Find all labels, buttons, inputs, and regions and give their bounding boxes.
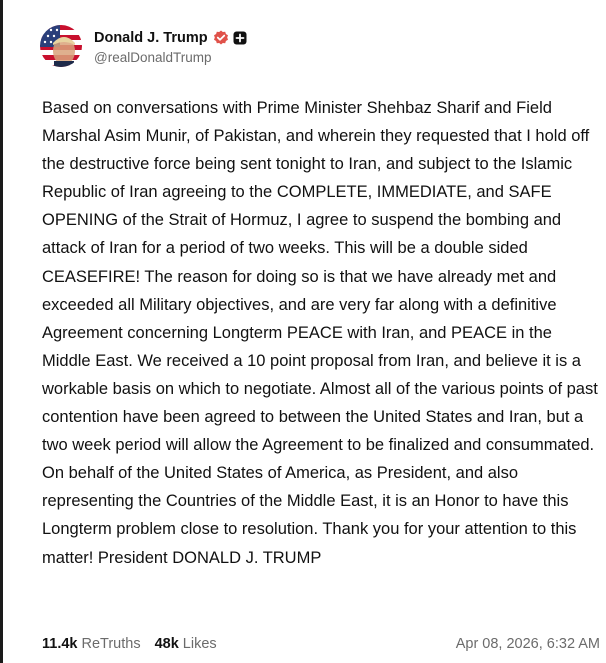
post-header <box>40 24 247 68</box>
avatar-flag-icon <box>40 25 82 67</box>
author-info <box>94 27 247 65</box>
handle[interactable]: @realDonaldTrump <box>94 50 212 65</box>
left-border <box>0 0 3 663</box>
post-stats <box>42 636 600 652</box>
retruths-count[interactable]: 11.4k <box>42 636 78 652</box>
avatar[interactable] <box>40 25 82 67</box>
likes-count[interactable]: 48k <box>154 636 179 652</box>
retruths-label[interactable]: ReTruths <box>81 636 141 652</box>
likes-label[interactable]: Likes <box>182 636 217 652</box>
verified-badge-icon <box>213 30 229 46</box>
post-text: Based on conversations with Prime Minister Shehbaz Sharif and Field Marshal Asim Munir, of Pakistan, and wherein they requested that I hold off the destructive force being sent tonight to Iran, and subject to the Islamic Republic of Iran agreeing to the COMPLETE, IMMEDIATE, and SAFE OPENING of the Strait of Hormuz, I agree to suspend the bombing and attack of Iran for a period of two weeks. This will be a double sided CEASEFIRE! The reason for doing so is that we have already met and exceeded all Military objectives, and are very far along with a definitive Agreement concerning Longterm PEACE with Iran, and PEACE in the Middle East. We received a 10 point proposal from Iran, and believe it is a workable basis on which to negotiate. Almost all of the various points of past contention have been agreed to between the United States and Iran, but a two week period will allow the Agreement to be finalized and consummated. On behalf of the United States of America, as President, and also representing the Countries of the Middle East, it is an Honor to have this Longterm problem close to resolution. Thank you for your attention to this matter! President DONALD J. TRUMP <box>42 99 598 567</box>
plus-badge-icon <box>233 31 247 45</box>
display-name[interactable]: Donald J. Trump <box>94 30 208 46</box>
timestamp[interactable]: Apr 08, 2026, 6:32 AM <box>455 636 600 652</box>
